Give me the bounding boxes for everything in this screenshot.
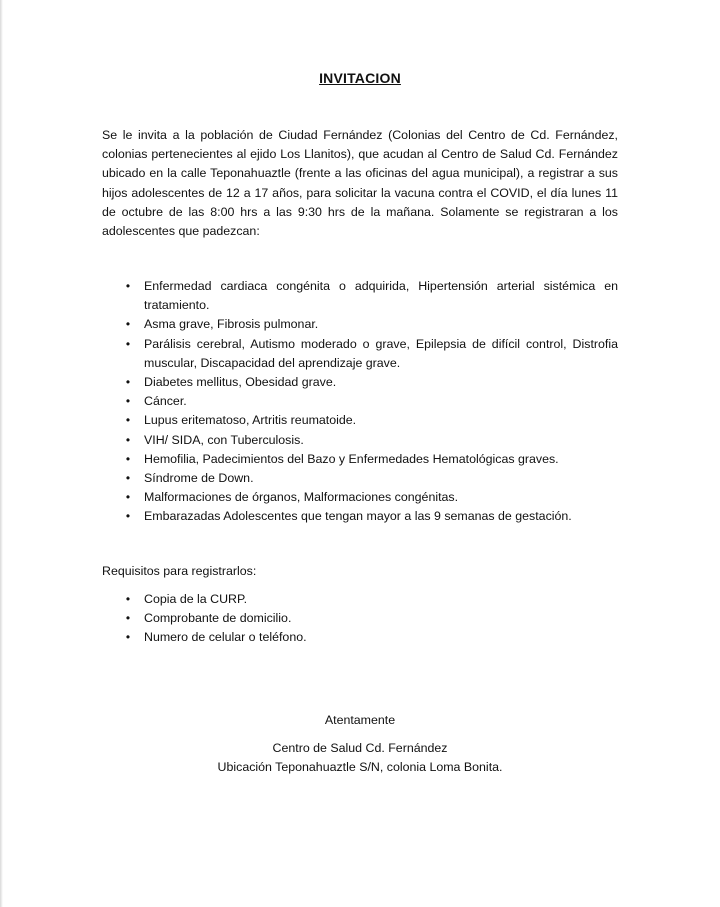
bullet-icon: • [125,611,131,626]
bullet-icon: • [125,432,131,447]
closing-address: Ubicación Teponahuaztle S/N, colonia Loma Bonita. [217,760,503,774]
bullet-icon: • [125,413,131,428]
list-item [102,450,618,469]
document-title: INVITACION [319,70,401,86]
requirements-heading: Requisitos para registrarlos: [102,564,257,578]
condition-text: Diabetes mellitus, Obesidad grave. [144,375,337,390]
conditions-list [102,277,618,527]
list-item [102,507,618,526]
requirement-text: Numero de celular o teléfono. [144,630,307,645]
list-item [102,373,618,392]
condition-text: Lupus eritematoso, Artritis reumatoide. [144,413,357,428]
condition-text: Malformaciones de órganos, Malformaciones congénitas. [144,490,459,505]
bullet-icon: • [125,375,131,390]
bullet-icon: • [125,279,131,293]
list-item [102,628,618,647]
list-item [102,277,618,315]
bullet-icon: • [125,451,131,466]
bullet-icon: • [125,317,131,332]
condition-text: Hemofilia, Padecimientos del Bazo y Enfermedades Hematológicas graves. [144,451,559,466]
bullet-icon: • [125,592,131,606]
list-item [102,590,618,609]
bullet-icon: • [125,490,131,505]
condition-text: Asma grave, Fibrosis pulmonar. [144,317,319,332]
closing-organization: Centro de Salud Cd. Fernández [272,741,448,755]
bullet-icon: • [125,471,131,486]
requirements-list [102,590,618,648]
intro-paragraph: Se le invita a la población de Ciudad Fernández (Colonias del Centro de Cd. Fernández, colonias pertenecientes al ejido Los Llanitos), que acudan al Centro de Salud Cd. Fernández ubicado en la calle Teponahuaztle (frente a las oficinas del agua municipal), a registrar a sus hijos adolescentes de 12 a 17 años, para solicitar la vacuna contra el COVID, el día lunes 11 de octubre de las 8:00 hrs a las 9:30 hrs de la mañana. Solamente se registraran a los adolescentes que padezcan: [102,128,618,239]
list-item [102,488,618,507]
list-item [102,315,618,334]
bullet-icon: • [125,509,131,524]
bullet-icon: • [125,336,131,351]
condition-text: Cáncer. [144,394,187,409]
condition-text: Síndrome de Down. [144,471,254,486]
list-item [102,335,618,373]
condition-text: Embarazadas Adolescentes que tengan mayor a las 9 semanas de gestación. [144,509,572,524]
closing-salutation: Atentamente [324,713,396,727]
list-item [102,392,618,411]
condition-text: Enfermedad cardiaca congénita o adquirida, Hipertensión arterial sistémica en tratamiento. [144,279,618,313]
list-item [102,411,618,430]
list-item [102,469,618,488]
bullet-icon: • [125,630,131,645]
bullet-icon: • [125,394,131,409]
list-item [102,431,618,450]
requirement-text: Comprobante de domicilio. [144,611,292,626]
condition-text: VIH/ SIDA, con Tuberculosis. [144,432,304,447]
condition-text: Parálisis cerebral, Autismo moderado o grave, Epilepsia de difícil control, Distrofia muscular, Discapacidad del aprendizaje grave. [144,336,618,370]
list-item [102,609,618,628]
requirement-text: Copia de la CURP. [144,592,248,606]
